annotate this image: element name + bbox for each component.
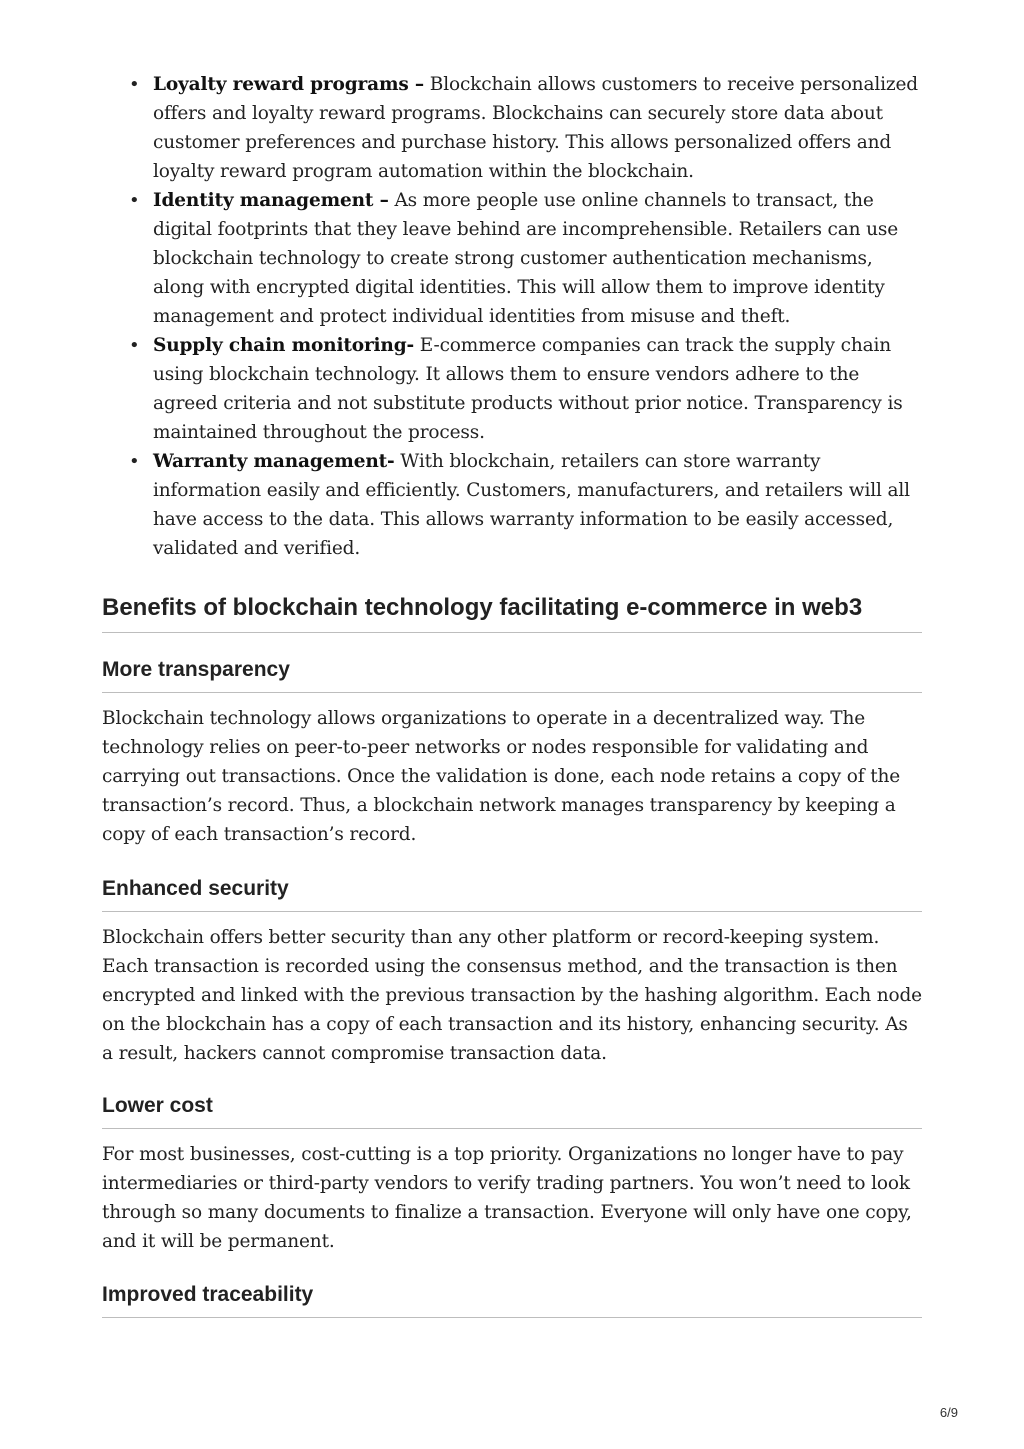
- paragraph-more-transparency: Blockchain technology allows organizations to operate in a decentralized way. The technology relies on peer-to-peer networks or nodes responsible for validating and carrying out transactions. Once the validation is done, each node retains a copy of the transaction’s record. Thus, a blockchain network manages transparency by keeping a copy of each transaction’s record.: [102, 708, 901, 845]
- paragraph-enhanced-security: Blockchain offers better security than any other platform or record-keeping system. Each transaction is recorded using the consensus method, and the transaction is then encrypted and linked with the previous transaction by the hashing algorithm. Each node on the blockchain has a copy of each transaction and its history, enhancing security. As a result, hackers cannot compromise transaction data.: [102, 927, 922, 1064]
- list-item: [102, 331, 922, 447]
- list-item: [102, 70, 922, 186]
- page-number: 6/9: [939, 1405, 958, 1420]
- bullet-text: With blockchain, retailers can store warranty information easily and efficiently. Customers, manufacturers, and retailers will all have access to the data. This allows warranty information to be easily accessed, validated and verified.: [153, 451, 910, 559]
- subheading-more-transparency: More transparency: [102, 656, 922, 693]
- feature-bullet-list: [102, 70, 922, 563]
- subheading-improved-traceability: Improved traceability: [102, 1281, 922, 1318]
- document-page: [102, 70, 922, 1306]
- bullet-text: E-commerce companies can track the supply chain using blockchain technology. It allows them to ensure vendors adhere to the agreed criteria and not substitute products without prior notice. Transparency is maintained throughout the process.: [153, 335, 903, 443]
- subheading-enhanced-security: Enhanced security: [102, 875, 922, 912]
- subheading-lower-cost: Lower cost: [102, 1092, 922, 1129]
- bullet-term: Loyalty reward programs –: [153, 74, 425, 95]
- bullet-term: Identity management –: [153, 190, 389, 211]
- section-heading-benefits: Benefits of blockchain technology facilitating e-commerce in web3: [102, 592, 922, 633]
- list-item: [102, 447, 922, 563]
- bullet-text: Blockchain allows customers to receive personalized offers and loyalty reward programs. Blockchains can securely store data about customer preferences and purchase history. This allows personalized offers and loyalty reward program automation within the blockchain.: [153, 74, 918, 182]
- list-item: [102, 186, 922, 331]
- bullet-text: As more people use online channels to transact, the digital footprints that they leave behind are incomprehensible. Retailers can use blockchain technology to create strong customer authentication mechanisms, along with encrypted digital identities. This will allow them to improve identity management and protect individual identities from misuse and theft.: [153, 190, 899, 327]
- paragraph-lower-cost: For most businesses, cost-cutting is a top priority. Organizations no longer have to pay intermediaries or third-party vendors to verify trading partners. You won’t need to look through so many documents to finalize a transaction. Everyone will only have one copy, and it will be permanent.: [102, 1144, 912, 1252]
- bullet-term: Warranty management-: [153, 451, 395, 472]
- bullet-term: Supply chain monitoring-: [153, 335, 415, 356]
